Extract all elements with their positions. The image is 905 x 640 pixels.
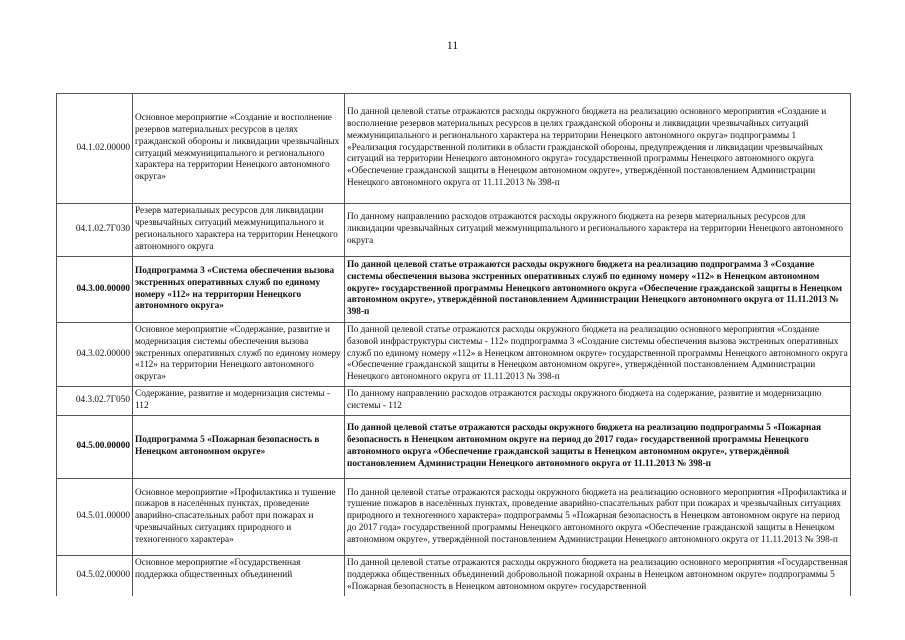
row-code: 04.5.02.00000 — [57, 556, 133, 596]
row-code: 04.3.00.00000 — [57, 257, 133, 323]
table-row — [57, 387, 851, 416]
row-name: Основное мероприятие «Создание и восполнение резервов материальных ресурсов в целях гражданской обороны и ликвидации чрезвычайных ситуаций межмуниципального и регионального характера на территории Ненецкого автономного округа» — [133, 94, 345, 204]
row-code: 04.3.02.00000 — [57, 323, 133, 387]
row-name: Основное мероприятие «Государственная поддержка общественных объединений — [133, 556, 345, 596]
row-description: По данному направлению расходов отражаются расходы окружного бюджета на содержание, развитие и модернизацию системы - 112 — [345, 387, 851, 416]
row-name: Основное мероприятие «Профилактика и тушение пожаров в населённых пунктах, проведение аварийно-спасательных работ при пожарах и чрезвычайных ситуациях природного и техногенного характера» — [133, 479, 345, 556]
row-description: По данной целевой статье отражаются расходы окружного бюджета на реализацию основного мероприятия «Создание базовой инфраструктуры системы - 112» подпрограмма 3 «Создание системы обеспечения вызова экстренных оперативных служб по единому номеру «112» в Ненецком автономном округе» государственной программы Ненецкого автономного округа «Обеспечение гражданской защиты в Ненецком автономном округе», утверждённой постановлением Администрации Ненецкого автономного округа от 11.11.2013 № 398-п — [345, 323, 851, 387]
row-description: По данной целевой статье отражаются расходы окружного бюджета на реализацию основного мероприятия «Профилактика и тушение пожаров в населённых пунктах, проведение аварийно-спасательных работ при пожарах и чрезвычайных ситуациях природного и техногенного характера» подпрограммы 5 «Пожарная безопасность в Ненецком автономном округе на период до 2017 года» государственной программы Ненецкого автономного округа «Обеспечение гражданской защиты в Ненецком автономном округе», утверждённой постановлением Администрации Ненецкого автономного округа от 11.11.2013 № 398-п — [345, 479, 851, 556]
row-description: По данной целевой статье отражаются расходы окружного бюджета на реализацию основного мероприятия «Создание и восполнение резервов материальных ресурсов в целях гражданской обороны и ликвидации чрезвычайных ситуаций межмуниципального и регионального характера на территории Ненецкого автономного округа» подпрограммы 1 «Реализация государственной политики в области гражданской обороны, предупреждения и ликвидации чрезвычайных ситуаций на территории Ненецкого автономного округа» государственной программы Ненецкого автономного округа «Обеспечение гражданской защиты в Ненецком автономном округе», утверждённой постановлением Администрации Ненецкого автономного округа от 11.11.2013 № 398-п — [345, 94, 851, 204]
row-code: 04.1.02.7Г030 — [57, 204, 133, 257]
row-description: По данной целевой статье отражаются расходы окружного бюджета на реализацию подпрограмма 3 «Создание системы обеспечения вызова экстренных оперативных служб по единому номеру «112» в Ненецком автономном округе» государственной программы Ненецкого автономного округа «Обеспечение гражданской защиты в Ненецком автономном округе», утверждённой постановлением Администрации Ненецкого автономного округа от 11.11.2013 № 398-п — [345, 257, 851, 323]
row-name: Основное мероприятие «Содержание, развитие и модернизация системы обеспечения вызова экстренных оперативных служб по единому номеру «112» на территории Ненецкого автономного округа» — [133, 323, 345, 387]
row-description: По данной целевой статье отражаются расходы окружного бюджета на реализацию основного мероприятия «Государственная поддержка общественных объединений добровольной пожарной охраны в Ненецком автономном округе» подпрограммы 5 «Пожарная безопасность в Ненецком автономном округе» государственной — [345, 556, 851, 596]
table-row — [57, 416, 851, 479]
row-name: Резерв материальных ресурсов для ликвидации чрезвычайных ситуаций межмуниципального и регионального характера на территории Ненецкого автономного округа — [133, 204, 345, 257]
row-description: По данному направлению расходов отражаются расходы окружного бюджета на резерв материальных ресурсов для ликвидации чрезвычайных ситуаций межмуниципального и регионального характера на территории Ненецкого автономного округа — [345, 204, 851, 257]
table-row — [57, 556, 851, 596]
table-row — [57, 204, 851, 257]
table-row — [57, 94, 851, 204]
table-row — [57, 323, 851, 387]
page-number: 11 — [446, 38, 459, 52]
row-code: 04.3.02.7Г050 — [57, 387, 133, 416]
row-code: 04.1.02.00000 — [57, 94, 133, 204]
target-items-table — [56, 93, 851, 596]
row-name: Содержание, развитие и модернизация системы - 112 — [133, 387, 345, 416]
table-row — [57, 257, 851, 323]
row-description: По данной целевой статье отражаются расходы окружного бюджета на реализацию подпрограммы 5 «Пожарная безопасность в Ненецком автономном округе на период до 2017 года» государственной программы Ненецкого автономного округа «Обеспечение гражданской защиты в Ненецком автономном округе», утверждённой постановлением Администрации Ненецкого автономного округа от 11.11.2013 № 398-п — [345, 416, 851, 479]
row-code: 04.5.01.00000 — [57, 479, 133, 556]
row-name: Подпрограмма 5 «Пожарная безопасность в Ненецком автономном округе» — [133, 416, 345, 479]
row-name: Подпрограмма 3 «Система обеспечения вызова экстренных оперативных служб по единому номеру «112» на территории Ненецкого автономного округа» — [133, 257, 345, 323]
row-code: 04.5.00.00000 — [57, 416, 133, 479]
table-row — [57, 479, 851, 556]
